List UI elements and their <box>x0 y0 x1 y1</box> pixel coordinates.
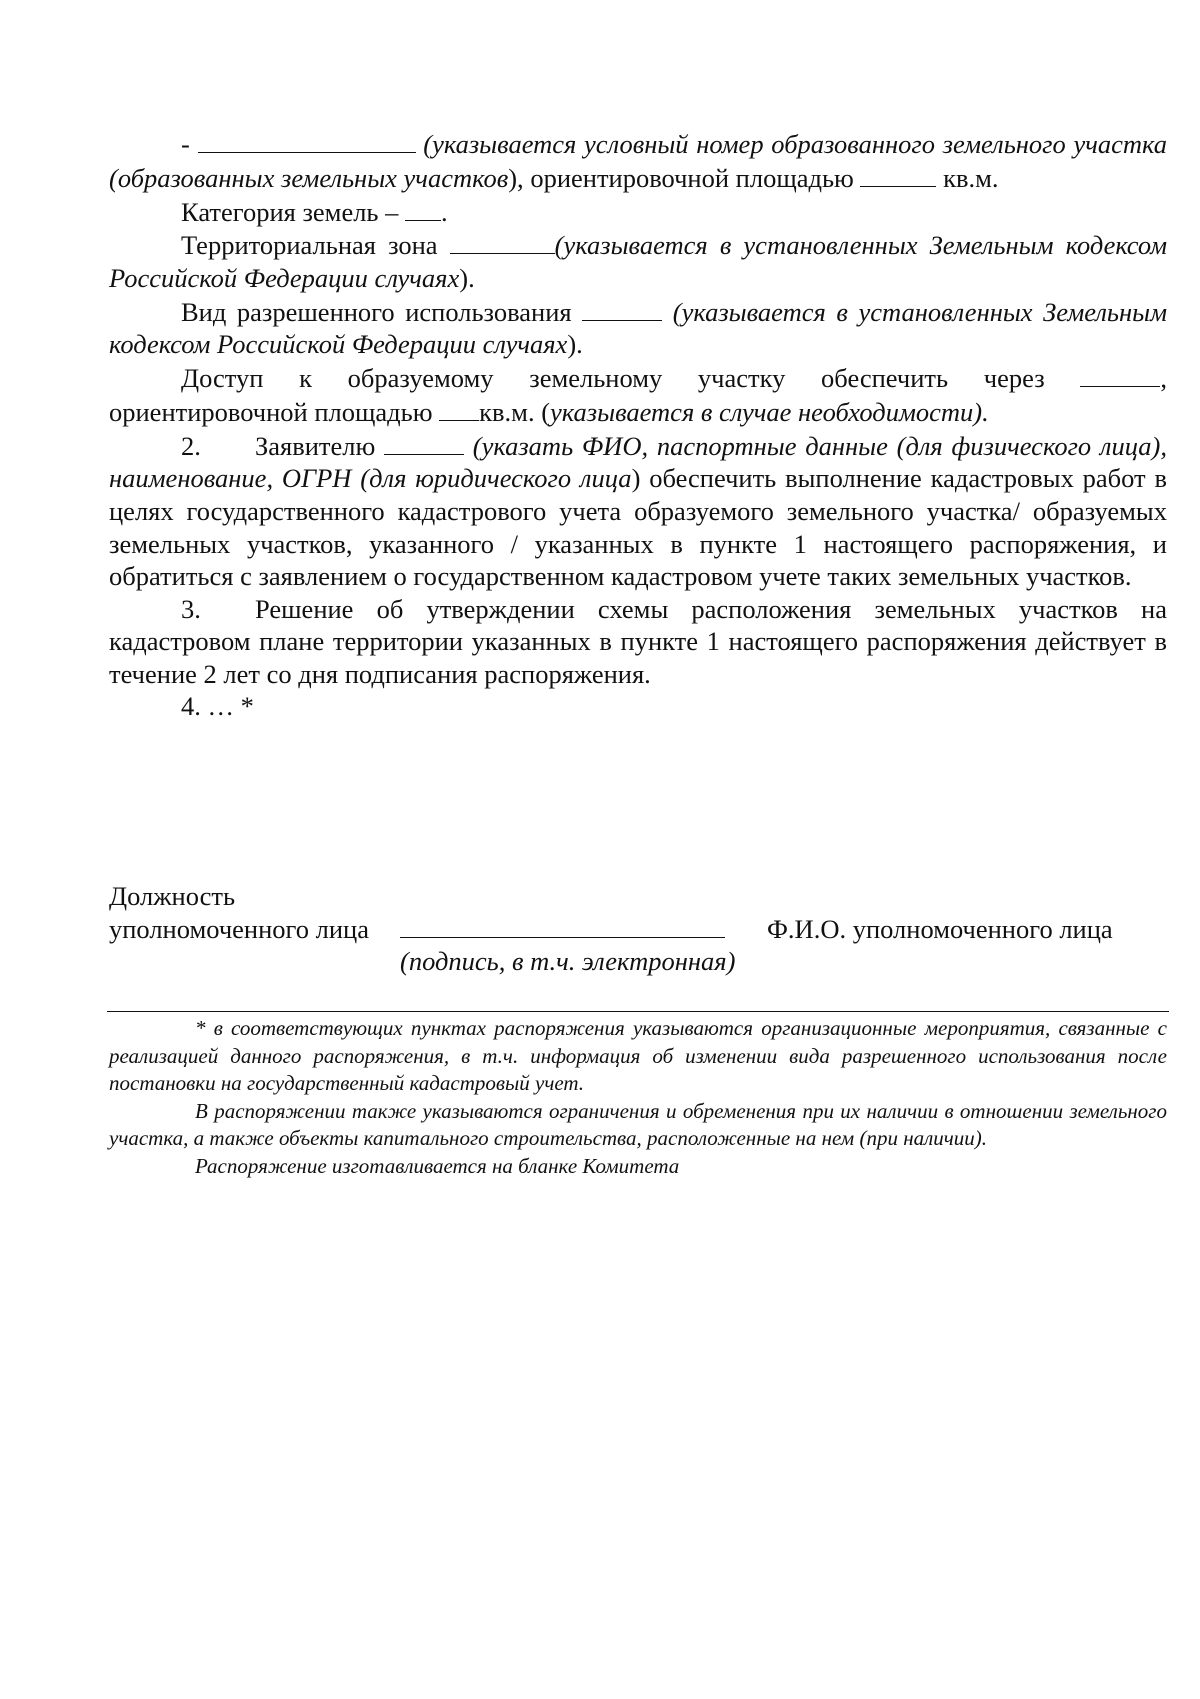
area-unit: кв.м. <box>943 162 999 193</box>
punctuation: . <box>441 196 448 227</box>
item-number: 3. <box>181 593 201 624</box>
position-title-line2: уполномоченного лица <box>109 913 369 944</box>
footnote-divider <box>107 1011 1169 1012</box>
footnote-3: Распоряжение изготавливается на бланке Комитета <box>195 1153 680 1178</box>
punctuation: ), <box>508 162 524 193</box>
paragraph-land-plot <box>109 127 1167 195</box>
footnote-2: В распоряжении также указываются ограничения и обременения при их наличии в отношении земельного участка, а также объекты капитального строительства, расположенные на нем (при наличии). <box>109 1098 1167 1150</box>
blank-permitted-use <box>582 295 662 321</box>
paragraph-item-3 <box>109 593 1167 691</box>
blank-access-area <box>439 395 479 421</box>
blank-land-category <box>405 195 441 221</box>
signature-line <box>400 937 725 938</box>
signer-name: Ф.И.О. уполномоченного лица <box>767 913 1113 944</box>
note-permitted-use: (указывается в установленных Земельным кодексом Российской Федерации случаях <box>109 296 1167 360</box>
access-label: Доступ к образуемому земельному участку обеспечить через <box>181 363 1081 394</box>
item-number: 2. <box>181 430 201 461</box>
note-plot-number: (указывается условный номер образованного земельного участка (образованных земельных участков <box>109 129 1167 193</box>
blank-territorial-zone <box>450 228 555 254</box>
punctuation: , <box>1160 363 1167 394</box>
paragraph-territorial-zone <box>109 228 1167 294</box>
blank-plot-number <box>198 127 416 153</box>
access-area-unit: кв.м. ( <box>479 396 551 427</box>
blank-access <box>1080 361 1160 387</box>
order-body <box>109 127 1167 723</box>
territorial-zone-label: Территориальная зона <box>181 230 450 261</box>
access-area-label: ориентировочной площадью <box>109 396 440 427</box>
paragraph-access <box>109 361 1167 429</box>
punctuation: ). <box>567 329 583 360</box>
item-4-text: 4. … * <box>181 691 254 722</box>
paragraph-item-2 <box>109 429 1167 593</box>
footnote-1: * в соответствующих пунктах распоряжения указываются организационные мероприятия, связанные с реализацией данного распоряжения, в т.ч. информация об изменении вида разрешенного использования после постановки на государственный кадастровый учет. <box>109 1016 1167 1095</box>
permitted-use-label: Вид разрешенного использования <box>181 296 583 327</box>
item-3-text: Решение об утверждении схемы расположения земельных участков на кадастровом плане территории указанных в пункте 1 настоящего распоряжения действует в течение 2 лет со дня подписания распоряжения. <box>109 593 1167 689</box>
blank-area <box>860 161 936 187</box>
blank-applicant <box>384 429 464 455</box>
note-territorial-zone: (указывается в установленных Земельным кодексом Российской Федерации случаях <box>109 230 1167 294</box>
area-label: ориентировочной площадью <box>523 162 861 193</box>
position-title-line1: Должность <box>109 881 236 911</box>
paragraph-permitted-use <box>109 295 1167 361</box>
footnotes <box>109 1015 1167 1180</box>
applicant-label: Заявителю <box>255 430 385 461</box>
paragraph-item-4 <box>109 690 1167 723</box>
note-access: указывается в случае необходимости). <box>550 396 989 427</box>
paragraph-land-category <box>109 195 1167 229</box>
note-applicant: (указать ФИО, паспортные данные (для физического лица), наименование, ОГРН (для юридического лица <box>109 430 1167 494</box>
land-category-label: Категория земель – <box>181 196 406 227</box>
list-dash: - <box>181 129 190 160</box>
punctuation: ). <box>459 263 475 294</box>
signature-caption: (подпись, в т.ч. электронная) <box>400 946 736 976</box>
item-2-text: ) обеспечить выполнение кадастровых работ в целях государственного кадастрового учета образуемого земельного участка/ образуемых земельных участков, указанного / указанных в пункте 1 настоящего распоряжения, и обратиться с заявлением о государственном кадастровом учете таких земельных участков. <box>109 463 1167 592</box>
